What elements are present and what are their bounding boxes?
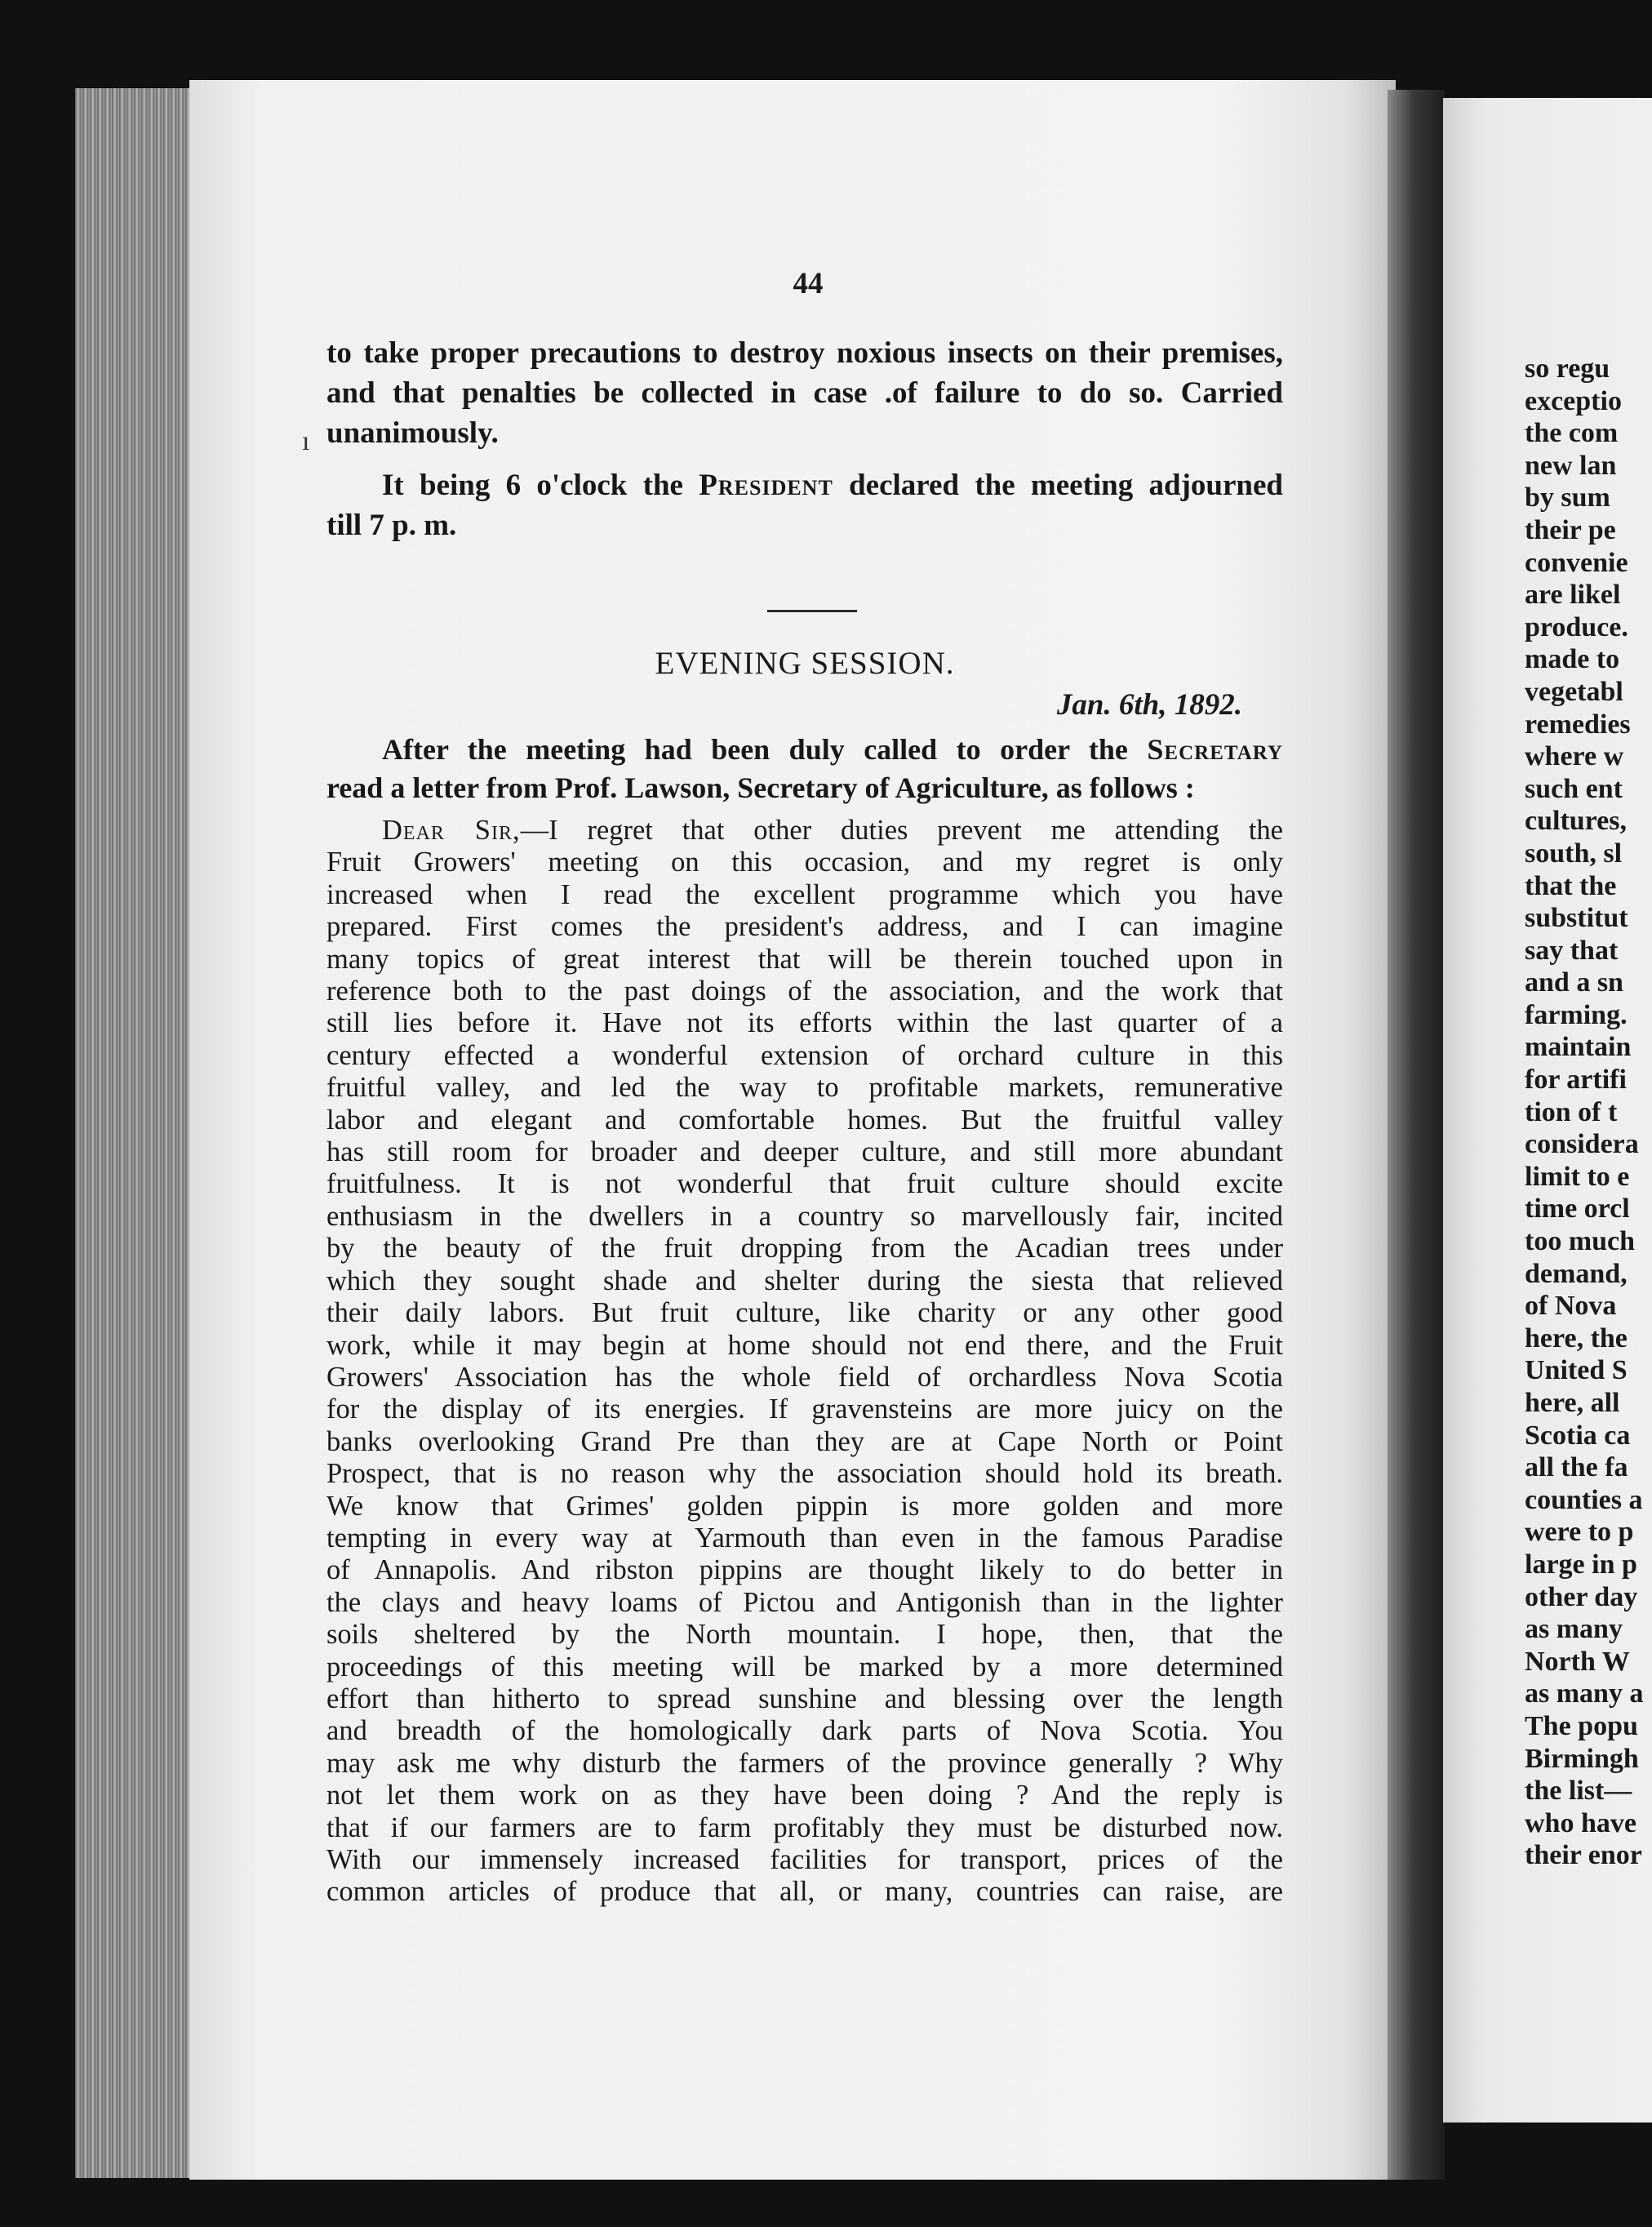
text-line: It being 6 o'clock the President declared the meeting adjourned	[382, 469, 1284, 502]
facing-page-line: are likel	[1525, 580, 1621, 611]
letter-line: not let them work on as they have been doing ? And the reply is	[326, 1780, 1283, 1811]
letter-line: of Annapolis. And ribston pippins are thought likely to do better in	[326, 1554, 1283, 1586]
facing-page-line: as many	[1525, 1614, 1623, 1645]
letter-line: effort than hitherto to spread sunshine and blessing over the length	[326, 1682, 1283, 1714]
facing-page-line: produce.	[1525, 611, 1628, 642]
text-line: to take proper precautions to destroy noxious insects on their premises,	[326, 336, 1283, 370]
letter-line: still lies before it. Have not its efforts within the last quarter of a	[326, 1007, 1283, 1039]
letter-line: and breadth of the homologically dark parts of Nova Scotia. You	[326, 1715, 1283, 1747]
letter-line: fruitfulness. It is not wonderful that fruit culture should excite	[326, 1168, 1283, 1200]
letter-line: banks overlooking Grand Pre than they are at Cape North or Point	[326, 1425, 1283, 1457]
letter-line: reference both to the past doings of the association, and the work that	[326, 976, 1283, 1007]
letter-line: may ask me why disturb the farmers of the province generally ? Why	[326, 1747, 1283, 1779]
facing-page-line: convenie	[1525, 547, 1628, 578]
letter-line: tempting in every way at Yarmouth than even in the famous Paradise	[326, 1522, 1283, 1554]
letter-line: common articles of produce that all, or many, countries can raise, are	[326, 1876, 1283, 1908]
letter-line: the clays and heavy loams of Pictou and Antigonish than in the lighter	[326, 1586, 1283, 1618]
facing-page-line: cultures,	[1525, 806, 1627, 837]
facing-page-line: exceptio	[1525, 385, 1622, 416]
facing-page-line: The popu	[1525, 1710, 1638, 1741]
letter-line: fruitful valley, and led the way to profitable markets, remunerative	[326, 1072, 1283, 1104]
facing-page-line: demand,	[1525, 1258, 1628, 1289]
facing-page-line: remedies	[1525, 709, 1631, 740]
facing-page-line: too much	[1525, 1226, 1636, 1257]
session-heading: EVENING SESSION.	[655, 646, 955, 681]
letter-line: by the beauty of the fruit dropping from the Acadian trees under	[326, 1233, 1283, 1265]
letter-line: soils sheltered by the North mountain. I hope, then, that the	[326, 1619, 1283, 1651]
facing-page-line: maintain	[1525, 1032, 1632, 1063]
facing-page-line: new lan	[1525, 450, 1617, 481]
facing-page-line: counties a	[1525, 1484, 1643, 1515]
letter-line: labor and elegant and comfortable homes. But the fruitful valley	[326, 1104, 1283, 1136]
facing-page-line: United S	[1525, 1355, 1628, 1386]
book-binding	[1388, 90, 1445, 2180]
letter-line: increased when I read the excellent programme which you have	[326, 878, 1283, 910]
facing-page-line: the list—	[1525, 1776, 1632, 1807]
facing-page-line: that the	[1525, 870, 1617, 901]
facing-page-line: limit to e	[1525, 1161, 1630, 1192]
letter-line: Growers' Association has the whole field of orchardless Nova Scotia	[326, 1361, 1283, 1393]
facing-page-line: so regu	[1525, 353, 1610, 384]
letter-line: We know that Grimes' golden pippin is more golden and more	[326, 1490, 1283, 1522]
adjournment-paragraph	[326, 465, 1283, 545]
letter-line: Fruit Growers' meeting on this occasion, and my regret is only	[326, 847, 1283, 878]
facing-page-line: made to	[1525, 644, 1620, 675]
text-line: till 7 p. m.	[326, 509, 457, 542]
facing-page-line: substitut	[1525, 903, 1628, 934]
facing-page-line: here, all	[1525, 1388, 1620, 1418]
facing-page-line: for artifi	[1525, 1065, 1627, 1096]
facing-page-line: the com	[1525, 418, 1619, 449]
facing-page-line: their pe	[1525, 514, 1616, 545]
facing-page-line: time orcl	[1525, 1194, 1630, 1225]
secretary-smallcaps: Secretary	[1147, 733, 1283, 766]
facing-page-line: North W	[1525, 1646, 1630, 1677]
facing-page-line: considera	[1525, 1129, 1639, 1160]
president-smallcaps: President	[699, 469, 833, 502]
facing-page-line: tion of t	[1525, 1096, 1618, 1127]
facing-page-line: Scotia ca	[1525, 1420, 1631, 1451]
facing-page-line: and a sn	[1525, 967, 1623, 998]
letter-intro-paragraph	[326, 731, 1283, 807]
text-line: read a letter from Prof. Lawson, Secretary of Agriculture, as follows :	[326, 771, 1195, 804]
section-divider	[767, 610, 857, 612]
letter-line: proceedings of this meeting will be marked by a more determined	[326, 1651, 1283, 1682]
letter-line: for the display of its energies. If gravensteins are more juicy on the	[326, 1394, 1283, 1425]
facing-page-line: Birmingh	[1525, 1743, 1639, 1774]
letter-line: that if our farmers are to farm profitably they must be disturbed now.	[326, 1811, 1283, 1843]
facing-page-line: all the fa	[1525, 1452, 1628, 1483]
facing-page-line: their enor	[1525, 1840, 1642, 1871]
text-line: unanimously.	[326, 416, 499, 450]
facing-page-line: where w	[1525, 741, 1624, 772]
facing-page-line: say that	[1525, 935, 1619, 966]
facing-page-line: of Nova	[1525, 1291, 1617, 1322]
session-date: Jan. 6th, 1892.	[1056, 688, 1242, 722]
letter-body	[326, 815, 1283, 1909]
facing-page-line: large in p	[1525, 1549, 1637, 1580]
letter-line: many topics of great interest that will be therein touched upon in	[326, 943, 1283, 975]
letter-line: which they sought shade and shelter during the siesta that relieved	[326, 1265, 1283, 1296]
facing-page-text	[1525, 353, 1652, 1872]
text-line: After the meeting had been duly called to order the Secretary	[382, 733, 1283, 766]
facing-page-line: as many a	[1525, 1678, 1644, 1709]
facing-page-line: other day	[1525, 1581, 1638, 1612]
letter-line: Prospect, that is no reason why the association should hold its breath.	[326, 1458, 1283, 1490]
facing-page-line: south, sl	[1525, 838, 1623, 869]
letter-line: enthusiasm in the dwellers in a country so marvellously fair, incited	[326, 1200, 1283, 1232]
facing-page-line: who have	[1525, 1807, 1636, 1838]
letter-line: Dear Sir,—I regret that other duties prevent me attending the	[382, 815, 1283, 846]
page-number: 44	[793, 267, 824, 300]
facing-page-line: here, the	[1525, 1322, 1628, 1354]
margin-mark: ı	[302, 426, 310, 456]
letter-salutation: Dear Sir,	[382, 815, 521, 846]
letter-line: has still room for broader and deeper culture, and still more abundant	[326, 1136, 1283, 1168]
letter-line: century effected a wonderful extension of orchard culture in this	[326, 1039, 1283, 1071]
facing-page-line: such ent	[1525, 773, 1623, 804]
text-line: and that penalties be collected in case .of failure to do so. Carried	[326, 376, 1283, 410]
letter-line: their daily labors. But fruit culture, like charity or any other good	[326, 1297, 1283, 1329]
letter-line: With our immensely increased facilities for transport, prices of the	[326, 1844, 1283, 1875]
letter-line: work, while it may begin at home should not end there, and the Fruit	[326, 1329, 1283, 1361]
facing-page-line: were to p	[1525, 1517, 1634, 1548]
facing-page-line: by sum	[1525, 482, 1610, 513]
facing-page-line: vegetabl	[1525, 676, 1623, 707]
letter-line: prepared. First comes the president's address, and I can imagine	[326, 911, 1283, 943]
continuation-paragraph	[326, 333, 1283, 453]
facing-page-line: farming.	[1525, 999, 1628, 1030]
